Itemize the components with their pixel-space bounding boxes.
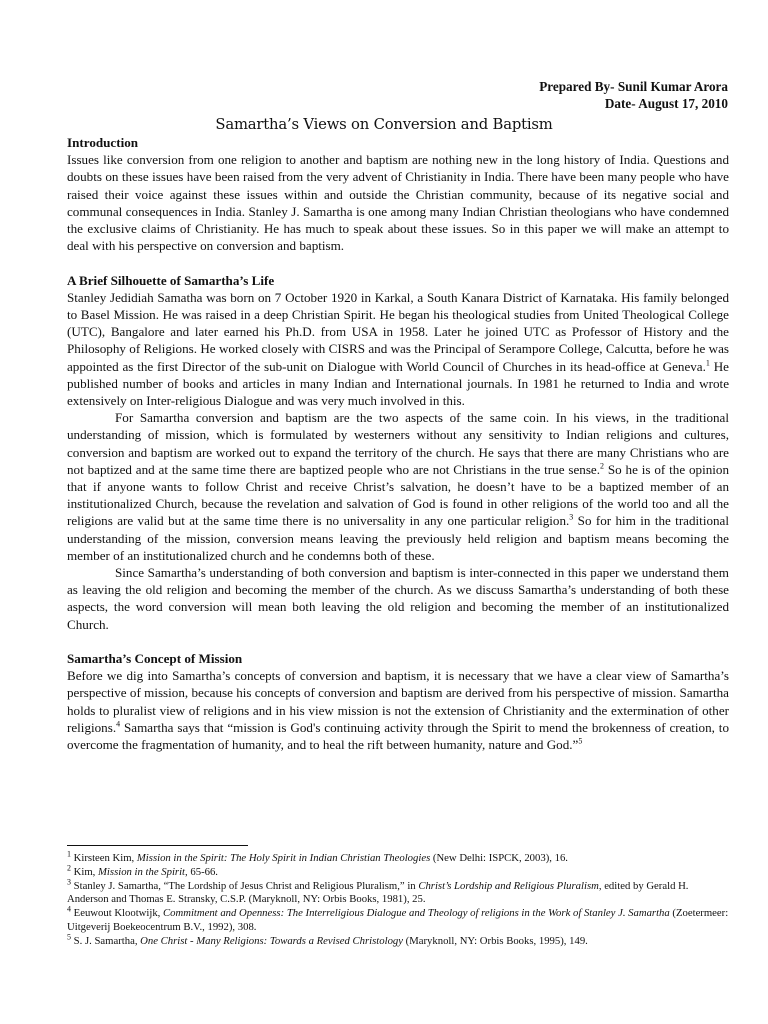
footnote-text: S. J. Samartha, bbox=[71, 934, 141, 947]
footnote-text: Kirsteen Kim, bbox=[71, 852, 137, 864]
footnote-title: One Christ - Many Religions: Towards a Revised Christology bbox=[140, 934, 403, 947]
footnote-number: 4 bbox=[67, 904, 71, 914]
footnote-title: Christ’s Lordship and Religious Pluralism bbox=[418, 879, 599, 892]
footnote-ref-1: 1 bbox=[705, 358, 710, 368]
footnote-ref-5: 5 bbox=[578, 736, 583, 746]
section-heading-life: A Brief Silhouette of Samartha’s Life bbox=[67, 272, 275, 288]
footnote-text: Stanley J. Samartha, “The Lordship of Jesus Christ and Religious Pluralism,” in bbox=[71, 879, 419, 892]
footnote-text: Eeuwout Klootwijk, bbox=[71, 907, 164, 920]
footnote-number: 3 bbox=[67, 877, 71, 887]
footnote-text: Kim, bbox=[71, 865, 99, 878]
mission-p1-text-b: Samartha says that “mission is God's continuing activity through the Spirit to mend the brokenness of creation, to overcome the fragmentation of humanity, and to heal the rift between humanity, nature and God.” bbox=[67, 719, 729, 753]
paragraph-gap bbox=[67, 633, 729, 650]
life-p2-text-c: So for him in the traditional understanding of the mission, conversion means leaving the previously held religion and baptism means becoming the member of an institutionalized church and he condemns both of these. bbox=[67, 513, 729, 563]
section-heading-introduction: Introduction bbox=[67, 135, 139, 150]
footnote-text: (Zoetermeer: Uitgeverij Boekeocentrum B.V., 1992), 308. bbox=[67, 907, 729, 933]
life-p2-text-b: So he is of the opinion that if anyone wants to follow Christ and receive Christ’s salvation, he doesn’t have to be a baptized member of an institutionalized Church, because the revelation and salvation of God is found in other religions of the world too and all the religions are valid but at the same time there is no universality in any one particular religion. bbox=[67, 461, 729, 529]
life-paragraph-1 bbox=[67, 289, 729, 409]
intro-paragraph: Issues like conversion from one religion to another and baptism are nothing new in the long history of India. Questions and doubts on these issues have been raised from the very advent of Christianity in India. There have been many people who have raised their voice against these issues within and outside the Christian community, because of its negative social and communal consequences in India. Stanley J. Samartha is one among many Indian Christian theologians who have condemned the exclusive claims of Christianity. He has much to speak about these issues. So in this paper we will make an attempt to deal with his perspective on conversion and baptism. bbox=[67, 152, 729, 254]
footnote-title: Commitment and Openness: The Interreligious Dialogue and Theology of religions in the Work of Stanley J. Samartha bbox=[163, 907, 670, 920]
footnote-ref-3: 3 bbox=[569, 513, 574, 523]
mission-paragraph-1 bbox=[67, 667, 729, 753]
footnote-text: , edited by Gerald H. Anderson and Thomas E. Stransky, C.S.P. (Maryknoll, NY: Orbis Books, 1981), 25. bbox=[67, 879, 689, 906]
footnote bbox=[67, 877, 729, 908]
footnote-ref-4: 4 bbox=[116, 719, 121, 729]
paragraph-gap bbox=[67, 254, 729, 271]
footnote bbox=[67, 863, 729, 880]
footnote bbox=[67, 904, 729, 935]
footnote-title: Mission in the Spirit bbox=[98, 865, 186, 878]
prepared-date: Date- August 17, 2010 bbox=[604, 96, 728, 111]
life-paragraph-2 bbox=[67, 409, 729, 564]
footnote-title: Mission in the Spirit: The Holy Spirit in Indian Christian Theologies bbox=[136, 852, 431, 864]
footnote-text: , 65-66. bbox=[185, 865, 218, 878]
footnote-ref-2: 2 bbox=[600, 461, 605, 471]
footnote-number: 1 bbox=[67, 849, 71, 859]
footnote bbox=[67, 849, 729, 866]
life-p1-text-b: He published number of books and articles in many Indian and International journals. In 1981 he returned to India and wrote extensively on Inter-religious Dialogue and was very much involved in this. bbox=[67, 358, 729, 409]
life-p2-text-a: For Samartha conversion and baptism are the two aspects of the same coin. In his views, in the traditional understanding of mission, which is formulated by westerners without any sensitivity to Indian religions and cultures, conversion and baptism are worked out to expand the territory of the church. He says that there are many Christians who are not baptized and at the same time there are baptized people who are not Christians in the true sense. bbox=[67, 410, 729, 477]
footnote bbox=[67, 932, 729, 949]
mission-p1-text-a: Before we dig into Samartha’s concepts of conversion and baptism, it is necessary that we have a clear view of Samartha’s perspective of mission, because his concepts of conversion and baptism are derived from his perspective of mission. Samartha holds to pluralist view of religions and in his view mission is not the extension of Christianity and the extermination of other religions. bbox=[67, 668, 729, 735]
life-paragraph-3: Since Samartha’s understanding of both conversion and baptism is inter-connected in this paper we understand them as leaving the old religion and becoming the member of the church. As we discuss Samartha’s understanding of both these aspects, the word conversion will mean both leaving the old religion and becoming the member of an institutionalized Church. bbox=[67, 565, 729, 632]
life-p1-text-a: Stanley Jedidiah Samatha was born on 7 October 1920 in Karkal, a South Kanara District of Karnataka. His family belonged to Basel Mission. He was raised in a deep Christian Spirit. He began his theological studies from United Theological College (UTC), Bangalore and later earned his Ph.D. from USA in 1958. Later he joined UTC as Professor of History and the Philosophy of Religions. He worked closely with CISRS and was the Principal of Serampore College, Calcutta, before he was appointed as the first Director of the sub-unit on Dialogue with World Council of Churches in its head-office at Geneva. bbox=[67, 289, 729, 374]
document-title: Samartha’s Views on Conversion and Baptism bbox=[215, 116, 553, 133]
document-body bbox=[67, 134, 729, 753]
footnote-number: 5 bbox=[67, 932, 71, 942]
section-heading-mission: Samartha’s Concept of Mission bbox=[67, 651, 243, 667]
footnote-divider bbox=[67, 845, 248, 846]
footnote-text: (Maryknoll, NY: Orbis Books, 1995), 149. bbox=[403, 934, 588, 947]
footnotes bbox=[67, 849, 729, 949]
prepared-block bbox=[539, 78, 728, 112]
prepared-by: Prepared By- Sunil Kumar Arora bbox=[539, 79, 728, 94]
footnote-text: (New Delhi: ISPCK, 2003), 16. bbox=[430, 852, 568, 864]
footnote-number: 2 bbox=[67, 863, 71, 873]
